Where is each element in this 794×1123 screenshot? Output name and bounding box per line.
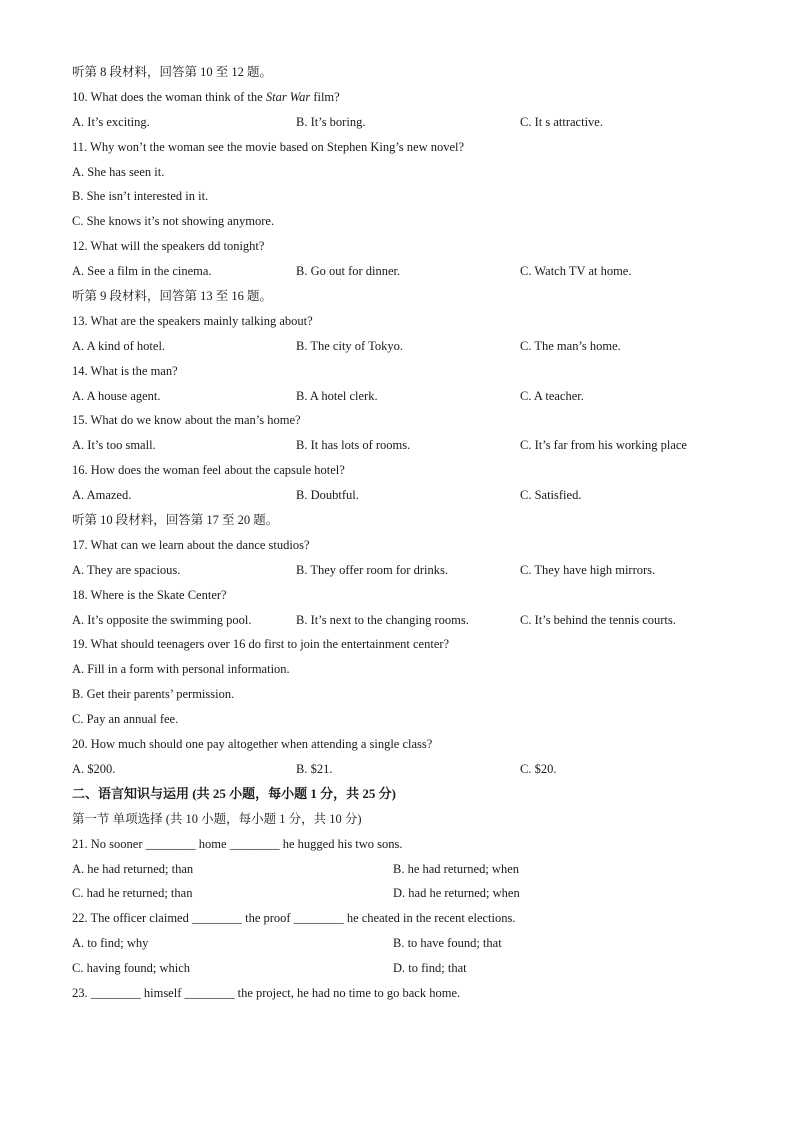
option-text: C. They have high mirrors. — [520, 562, 656, 577]
option-text: B. They offer room for drinks. — [296, 562, 448, 577]
question-text: 22. The officer claimed ________ the proof ________ he cheated in the recent elections. — [72, 911, 516, 926]
option-text: A. It’s opposite the swimming pool. — [72, 612, 252, 627]
question-text-part: film? — [310, 89, 340, 104]
question-text: 11. Why won’t the woman see the movie based on Stephen King’s new novel? — [72, 139, 465, 154]
question-text — [72, 85, 732, 110]
option-text: C. had he returned; than — [72, 886, 193, 901]
option-text: A. A kind of hotel. — [72, 338, 166, 353]
option-text: A. It’s too small. — [72, 438, 156, 453]
question-text: 20. How much should one pay altogether when attending a single class? — [72, 737, 433, 752]
option-text: B. It’s next to the changing rooms. — [296, 612, 469, 627]
option-text: A. She has seen it. — [72, 164, 165, 179]
option-text: A. They are spacious. — [72, 562, 181, 577]
exam-page — [72, 60, 732, 1006]
options-row — [72, 433, 732, 458]
part-heading: 听第 10 段材料，回答第 17 至 20 题。 — [72, 513, 279, 528]
option-text: B. Go out for dinner. — [296, 264, 401, 279]
option-text: A. See a film in the cinema. — [72, 264, 212, 279]
film-title: Star War — [265, 89, 311, 104]
option-text: A. $200. — [72, 761, 116, 776]
options-row — [72, 608, 732, 633]
option-text: C. She knows it’s not showing anymore. — [72, 214, 275, 229]
option-text: C. Satisfied. — [520, 488, 582, 503]
option-text: A. to find; why — [72, 936, 149, 951]
question-text: 16. How does the woman feel about the capsule hotel? — [72, 463, 345, 478]
option-text: B. The city of Tokyo. — [296, 338, 403, 353]
options-row — [72, 384, 732, 409]
option-text: C. It s attractive. — [520, 114, 603, 129]
part-heading: 听第 8 段材料，回答第 10 至 12 题。 — [72, 65, 273, 79]
option-text: B. A hotel clerk. — [296, 388, 378, 403]
question-text: 15. What do we know about the man’s home? — [72, 413, 301, 428]
options-row — [72, 757, 732, 782]
question-text: 12. What will the speakers dd tonight? — [72, 239, 265, 254]
option-text: C. Pay an annual fee. — [72, 712, 179, 727]
option-text: C. The man’s home. — [520, 338, 621, 353]
option-text: B. $21. — [296, 761, 333, 776]
option-text: B. to have found; that — [393, 936, 502, 951]
option-text: B. Doubtful. — [296, 488, 359, 503]
option-text: B. he had returned; when — [393, 861, 520, 876]
options-row — [72, 483, 732, 508]
options-row — [72, 259, 732, 284]
option-text: C. A teacher. — [520, 388, 584, 403]
option-text: B. Get their parents’ permission. — [72, 687, 235, 702]
options-row — [72, 857, 732, 882]
option-text: A. It’s exciting. — [72, 114, 150, 129]
options-row — [72, 956, 732, 981]
question-text: 14. What is the man? — [72, 363, 178, 378]
option-text: D. had he returned; when — [393, 886, 520, 901]
question-text: 18. Where is the Skate Center? — [72, 587, 227, 602]
section-heading: 二、语言知识与运用 (共 25 小题，每小题 1 分，共 25 分) — [72, 785, 396, 801]
option-text: A. he had returned; than — [72, 861, 194, 876]
options-row — [72, 881, 732, 906]
option-text: C. Watch TV at home. — [520, 264, 632, 279]
question-text: 19. What should teenagers over 16 do first to join the entertainment center? — [72, 637, 450, 652]
question-text: 13. What are the speakers mainly talking about? — [72, 313, 313, 328]
option-text: C. It’s behind the tennis courts. — [520, 612, 676, 627]
option-text: D. to find; that — [393, 961, 467, 976]
option-text: B. It has lots of rooms. — [296, 438, 411, 453]
option-text: C. having found; which — [72, 961, 191, 976]
question-text: 17. What can we learn about the dance studios? — [72, 537, 310, 552]
question-text: 21. No sooner ________ home ________ he hugged his two sons. — [72, 836, 403, 851]
options-row — [72, 931, 732, 956]
option-text: A. Amazed. — [72, 488, 132, 503]
option-text: B. She isn’t interested in it. — [72, 189, 209, 204]
part-heading: 听第 9 段材料，回答第 13 至 16 题。 — [72, 289, 273, 304]
option-text: C. It’s far from his working place — [520, 438, 687, 453]
options-row — [72, 334, 732, 359]
option-text: B. It’s boring. — [296, 114, 366, 129]
option-text: C. $20. — [520, 761, 557, 776]
options-row — [72, 110, 732, 135]
option-text: A. Fill in a form with personal information. — [72, 662, 290, 677]
question-text: 23. ________ himself ________ the project, he had no time to go back home. — [72, 985, 461, 1000]
option-text: A. A house agent. — [72, 388, 161, 403]
options-row — [72, 558, 732, 583]
part-heading: 第一节 单项选择 (共 10 小题，每小题 1 分，共 10 分) — [72, 811, 362, 826]
question-text-part: 10. What does the woman think of the — [72, 89, 266, 104]
